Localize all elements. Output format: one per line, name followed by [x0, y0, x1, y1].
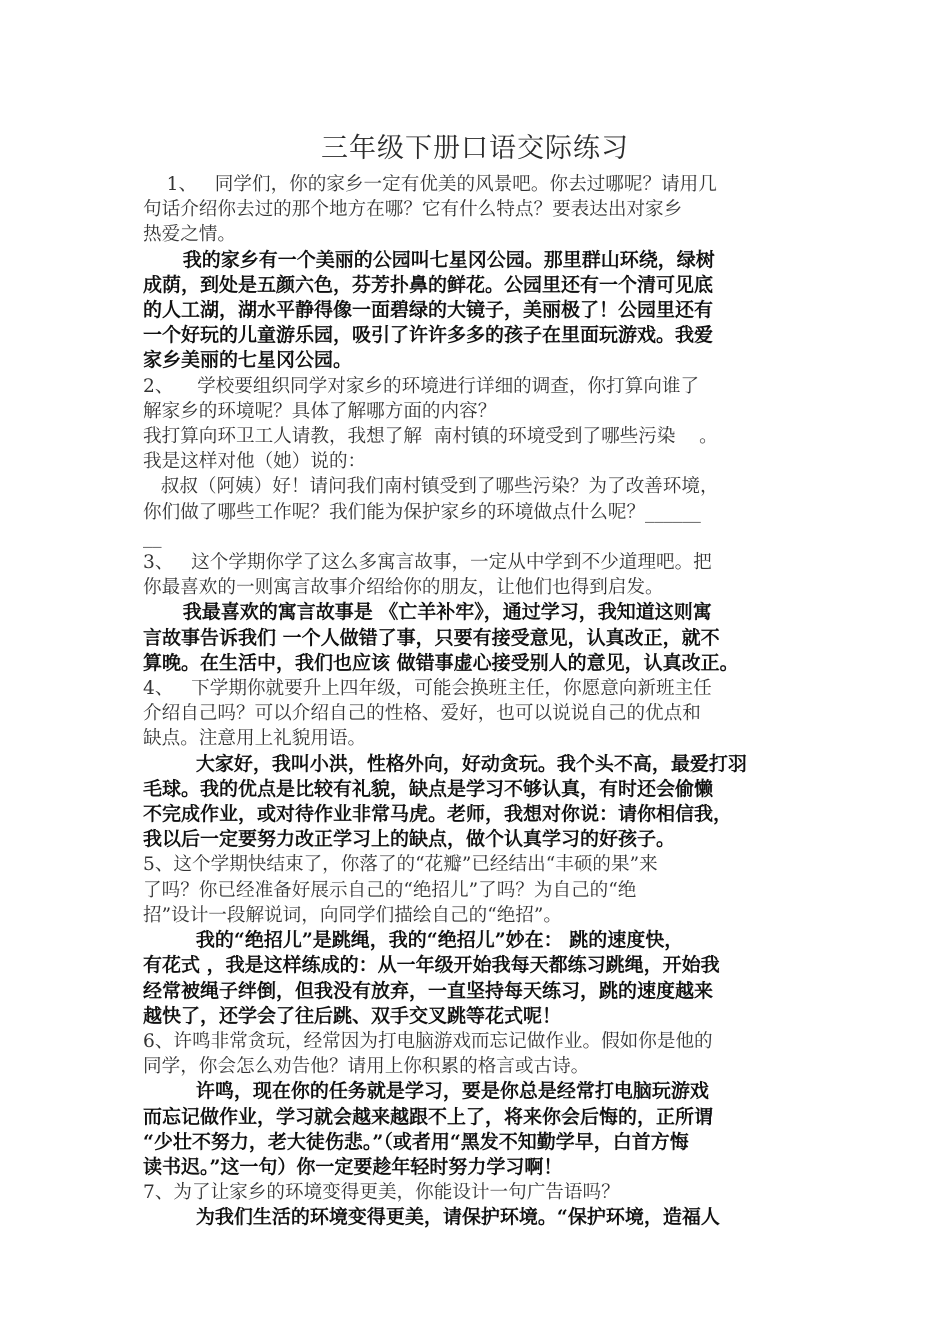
- answer-text-line: 我的“绝招儿”是跳绳，我的“绝招儿”妙在： 跳的速度快，: [143, 929, 684, 952]
- document-body: [143, 172, 825, 1231]
- answer-text-line: 一个好玩的儿童游乐园，吸引了许许多多的孩子在里面玩游戏。我爱: [143, 324, 714, 347]
- answer-text-line: 毛球。我的优点是比较有礼貌，缺点是学习不够认真，有时还会偷懒: [143, 777, 714, 800]
- question-text-line: 你们做了哪些工作呢？我们能为保护家乡的环境做点什么呢？______: [143, 501, 701, 523]
- answer-text-line: 的人工湖，湖水平静得像一面碧绿的大镜子，美丽极了！公园里还有: [143, 299, 714, 322]
- question-text-line: 同学，你会怎么劝告他？请用上你积累的格言或古诗。: [143, 1056, 590, 1078]
- question-text-line: 句话介绍你去过的那个地方在哪？它有什么特点？要表达出对家乡: [143, 199, 683, 221]
- question-text-line: 叔叔（阿姨）好！请问我们南村镇受到了哪些污染？为了改善环境，: [143, 476, 719, 498]
- question-text-line: __: [143, 526, 162, 548]
- answer-text-line: 读书迟。”这一句）你一定要趁年轻时努力学习啊！: [143, 1155, 563, 1178]
- question-text-line: 7、为了让家乡的环境变得更美，你能设计一句广告语吗？: [143, 1182, 620, 1204]
- question-text-line: 了吗？你已经准备好展示自己的“绝招儿”了吗？为自己的“绝: [143, 879, 637, 901]
- question-text-line: 6、许鸣非常贪玩，经常因为打电脑游戏而忘记做作业。假如你是他的: [143, 1030, 713, 1052]
- answer-text-line: 言故事告诉我们 一个人做错了事，只要有接受意见，认真改正，就不: [143, 626, 720, 649]
- question-text-line: 我打算向环卫工人请教，我想了解 南村镇的环境受到了哪些污染 。: [143, 426, 718, 448]
- question-text-line: 2、 学校要组织同学对家乡的环境进行详细的调查，你打算向谁了: [143, 375, 700, 397]
- question-text-line: 你最喜欢的一则寓言故事介绍给你的朋友，让他们也得到启发。: [143, 577, 664, 599]
- question-text-line: 热爱之情。: [143, 224, 236, 246]
- question-text-line: 4、 下学期你就要升上四年级，可能会换班主任，你愿意向新班主任: [143, 678, 712, 700]
- answer-text-line: 我的家乡有一个美丽的公园叫七星冈公园。那里群山环绕，绿树: [143, 248, 715, 271]
- answer-text-line: 越快了，还学会了往后跳、双手交叉跳等花式呢！: [143, 1004, 562, 1027]
- answer-text-line: 经常被绳子绊倒，但我没有放弃，一直坚持每天练习，跳的速度越来: [143, 979, 714, 1002]
- answer-text-line: 我以后一定要努力改正学习上的缺点，做个认真学习的好孩子。: [143, 828, 676, 851]
- answer-text-line: 成荫，到处是五颜六色，芬芳扑鼻的鲜花。公园里还有一个清可见底: [143, 273, 714, 296]
- question-text-line: 缺点。注意用上礼貌用语。: [143, 728, 367, 750]
- question-text-line: 解家乡的环境呢？具体了解哪方面的内容？: [143, 400, 497, 422]
- question-text-line: 3、 这个学期你学了这么多寓言故事，一定从中学到不少道理吧。把: [143, 552, 712, 574]
- document-title: 三年级下册口语交际练习: [321, 133, 629, 164]
- answer-text-line: 许鸣，现在你的任务就是学习，要是你总是经常打电脑玩游戏: [143, 1080, 709, 1103]
- question-text-line: 招”设计一段解说词，向同学们描绘自己的“绝招”。: [143, 904, 562, 926]
- answer-text-line: “少壮不努力，老大徒伤悲。”（或者用“黑发不知勤学早，白首方悔: [143, 1130, 689, 1153]
- answer-text-line: 家乡美丽的七星冈公园。: [143, 349, 353, 372]
- answer-text-line: 算晚。在生活中，我们也应该 做错事虚心接受别人的意见，认真改正。: [143, 651, 739, 674]
- answer-text-line: 而忘记做作业，学习就会越来越跟不上了，将来你会后悔的，正所谓: [143, 1105, 714, 1128]
- question-text-line: 1、 同学们，你的家乡一定有优美的风景吧。你去过哪呢？请用几: [143, 174, 717, 195]
- question-text-line: 5、这个学期快结束了，你落了的“花瓣”已经结出“丰硕的果”来: [143, 854, 658, 876]
- question-text-line: 介绍自己吗？可以介绍自己的性格、爱好，也可以说说自己的优点和: [143, 703, 701, 725]
- answer-text-line: 为我们生活的环境变得更美，请保护环境。“保护环境，造福人: [143, 1206, 720, 1229]
- answer-text-line: 大家好，我叫小洪，性格外向，好动贪玩。我个头不高，最爱打羽: [143, 752, 747, 775]
- answer-text-line: 不完成作业，或对待作业非常马虎。老师，我想对你说：请你相信我，: [143, 803, 733, 826]
- answer-text-line: 有花式 ，我是这样练成的：从一年级开始我每天都练习跳绳，开始我: [143, 954, 720, 977]
- answer-text-line: 我最喜欢的寓言故事是 《亡羊补牢》，通过学习，我知道这则寓: [143, 601, 712, 624]
- question-text-line: 我是这样对他（她）说的：: [143, 451, 367, 473]
